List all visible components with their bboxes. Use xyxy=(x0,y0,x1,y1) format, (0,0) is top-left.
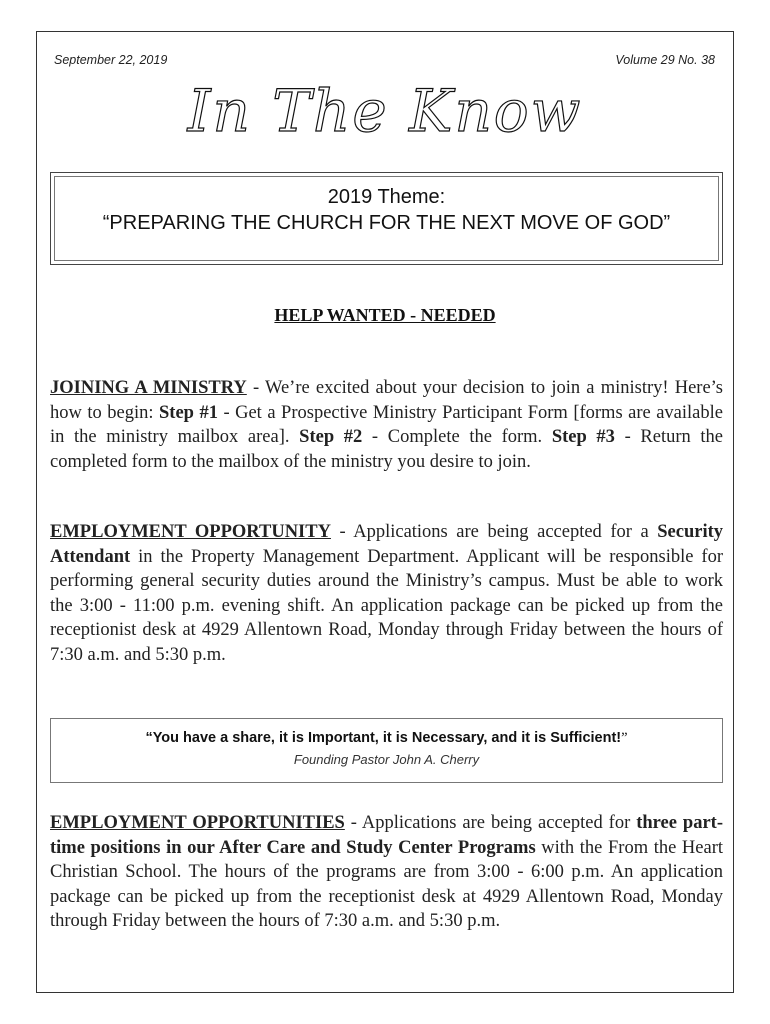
employment-opportunities-paragraph xyxy=(50,811,723,934)
theme-label: 2019 Theme: xyxy=(327,186,446,208)
employment-heading: EMPLOYMENT OPPORTUNITY xyxy=(50,522,331,542)
joining-text-1: - We’re excited about your decision to join a ministry! Here’s how to begin: xyxy=(50,378,724,423)
theme-inner xyxy=(54,176,719,261)
issue-volume: Volume 29 No. 38 xyxy=(615,53,715,67)
theme-box xyxy=(50,172,723,265)
help-wanted-heading: HELP WANTED - NEEDED xyxy=(274,305,496,325)
employment-text-2: in the Property Management Department. Applicant will be responsible for performing general security duties around the Ministry’s campus. Must be able to work the 3:00 - 11:00 p.m. evening shift. An application package can be picked up from the receptionist desk at 4929 Allentown Road, Monday through Friday between the hours of 7:30 a.m. and 5:30 p.m. xyxy=(50,546,723,665)
quote-close: ” xyxy=(621,730,628,746)
step-1: Step #1 xyxy=(159,402,218,423)
joining-ministry-paragraph xyxy=(50,376,723,474)
quote-attribution: Founding Pastor John A. Cherry xyxy=(293,752,480,767)
employment2-text-1: - Applications are being accepted for xyxy=(344,813,637,833)
part-time-positions: three part-time positions in our After Care and Study Center Programs xyxy=(50,813,724,858)
step-2: Step #2 xyxy=(299,427,363,447)
issue-date: September 22, 2019 xyxy=(54,53,168,67)
employment-opportunities-heading: EMPLOYMENT OPPORTUNITIES xyxy=(50,813,345,833)
newsletter-page xyxy=(36,31,734,993)
employment-text-1: - Applications are being accepted for a xyxy=(330,522,658,542)
employment-paragraph xyxy=(50,520,723,667)
masthead-title: In The Know xyxy=(187,77,583,145)
joining-text-3: - Complete the form. xyxy=(362,427,552,447)
step-3: Step #3 xyxy=(551,427,615,447)
security-attendant: Security Attendant xyxy=(50,522,724,567)
quote-text: “You have a share, it is Important, it is Necessary, and it is Sufficient! xyxy=(145,730,622,746)
joining-text-2: - Get a Prospective Ministry Participant Form [forms are available in the ministry mailbox area]. xyxy=(50,402,723,447)
pastor-quote xyxy=(51,730,722,747)
joining-ministry-heading: JOINING A MINISTRY xyxy=(50,378,247,398)
joining-text-4: - Return the completed form to the mailbox of the ministry you desire to join. xyxy=(50,427,724,472)
theme-text: “PREPARING THE CHURCH FOR THE NEXT MOVE OF GOD” xyxy=(102,212,671,234)
employment2-text-2: with the From the Heart Christian School. The hours of the programs are from 3:00 - 6:00 p.m. An application package can be picked up from the receptionist desk at 4929 Allentown Road, Monday through Friday between the hours of 7:30 a.m. and 5:30 p.m. xyxy=(50,837,724,931)
quote-box xyxy=(50,718,723,783)
